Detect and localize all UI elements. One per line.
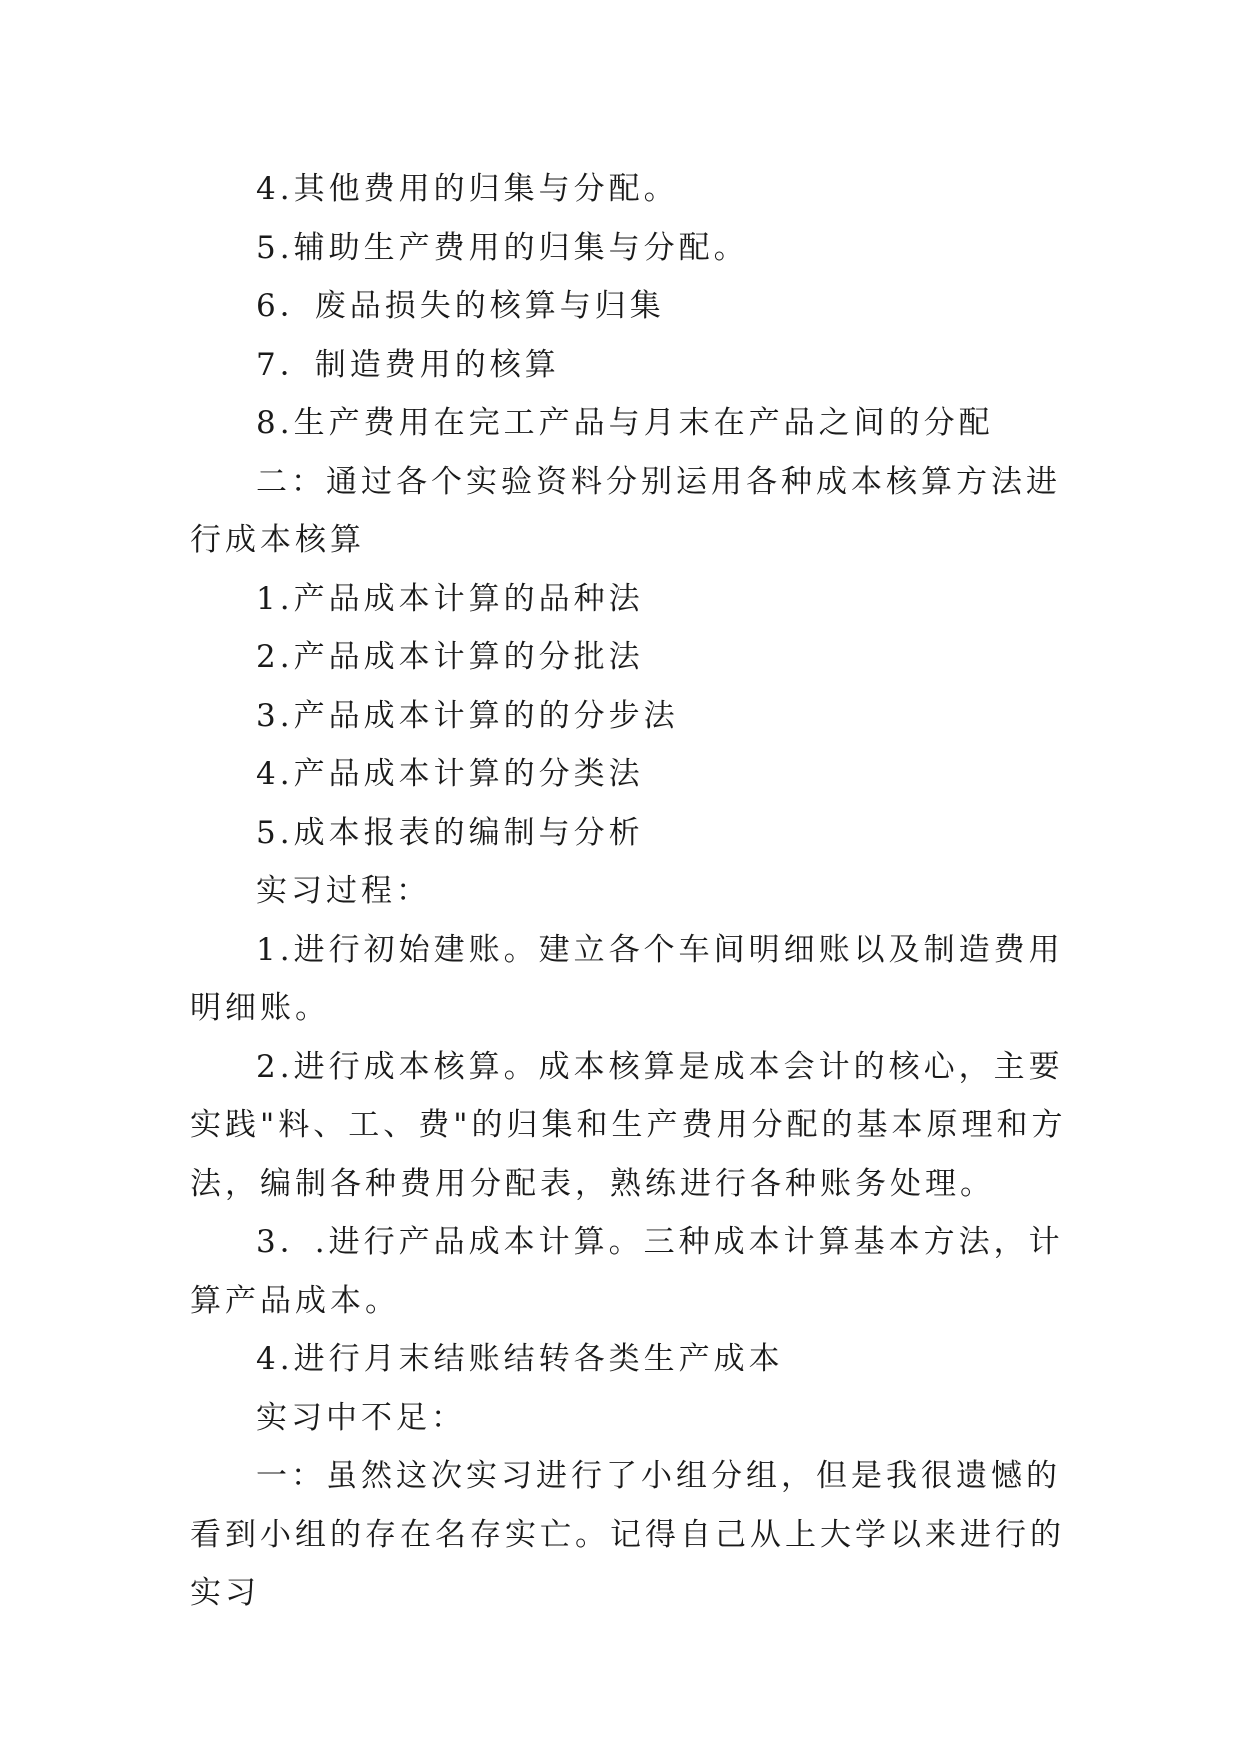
paragraph-scrap-loss: 6．废品损失的核算与归集 <box>256 288 665 324</box>
heading-internship-process: 实习过程： <box>256 873 431 909</box>
paragraph-other-expenses: 4.其他费用的归集与分配。 <box>256 171 679 207</box>
paragraph-group-issue: 一：虽然这次实习进行了小组分组，但是我很遗憾的看到小组的存在名存实亡。记得自己从上大学以来进行的实习 <box>190 1458 1065 1611</box>
paragraph-initial-accounts: 1.进行初始建账。建立各个车间明细账以及制造费用明细账。 <box>190 931 1064 1026</box>
paragraph-product-cost: 3．.进行产品成本计算。三种成本计算基本方法，计算产品成本。 <box>190 1224 1064 1319</box>
paragraph-month-end: 4.进行月末结账结转各类生产成本 <box>256 1341 784 1377</box>
paragraph-step-method: 3.产品成本计算的的分步法 <box>256 697 679 734</box>
paragraph-manufacturing-overhead: 7．制造费用的核算 <box>256 346 560 383</box>
paragraph-batch-method: 2.产品成本计算的分批法 <box>256 639 644 675</box>
paragraph-cost-allocation: 8.生产费用在完工产品与月末在产品之间的分配 <box>256 405 994 441</box>
paragraph-cost-report: 5.成本报表的编制与分析 <box>256 814 644 851</box>
paragraph-classification-method: 4.产品成本计算的分类法 <box>256 756 644 792</box>
paragraph-auxiliary-production: 5.辅助生产费用的归集与分配。 <box>256 229 749 266</box>
document-page <box>190 160 1070 1623</box>
heading-shortcomings: 实习中不足： <box>256 1399 466 1436</box>
paragraph-cost-accounting: 2.进行成本核算。成本核算是成本会计的核心，主要实践"料、工、费"的归集和生产费用分配的基本原理和方法，编制各种费用分配表，熟练进行各种账务处理。 <box>190 1048 1067 1202</box>
paragraph-section-two: 二：通过各个实验资料分别运用各种成本核算方法进行成本核算 <box>190 463 1061 558</box>
paragraph-variety-method: 1.产品成本计算的品种法 <box>256 580 644 617</box>
